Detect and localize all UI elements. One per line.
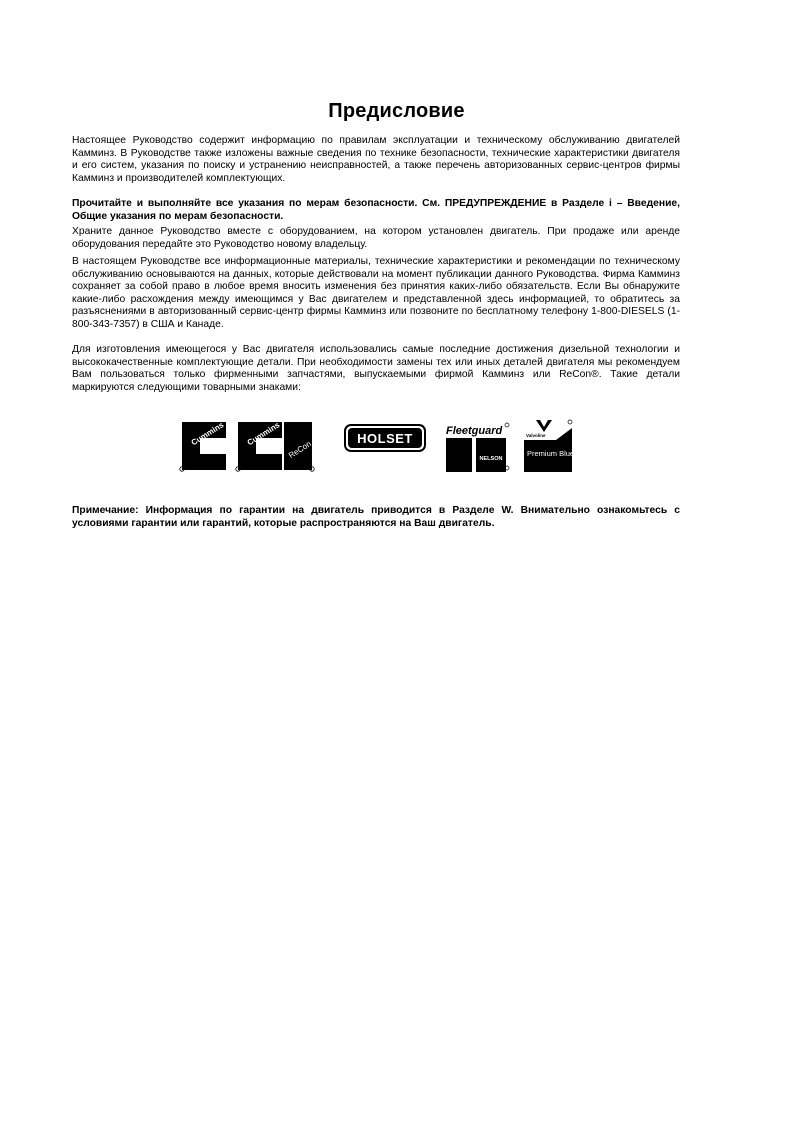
valvoline-text: Valvoline: [526, 433, 546, 438]
cummins-logo: [178, 418, 230, 474]
warranty-note: Примечание: Информация по гарантии на двигатель приводится в Разделе W. Внимательно ознакомьтесь с условиями гарантии или гарантий, которые распространяются на Ваш двигатель.: [72, 505, 680, 529]
safety-paragraph: Прочитайте и выполняйте все указания по мерам безопасности. См. ПРЕДУПРЕЖДЕНИЕ в Разделе i – Введение, Общие указания по мерам безопасности.: [72, 198, 680, 222]
trademark-logos: [178, 418, 578, 474]
intro-paragraph: Настоящее Руководство содержит информацию по правилам эксплуатации и техническому обслуживанию двигателей Камминз. В Руководстве также изложены важные сведения по технике безопасности, технические характеристики двигателя и его систем, указания по поиску и устранению неисправностей, а также перечень авторизованных сервис-центров фирмы Камминз и производителей комплектующих.: [72, 135, 680, 184]
cummins-recon-logo: [234, 418, 316, 474]
holset-text: HOLSET: [357, 431, 413, 446]
premium-blue-text: Premium Blue: [527, 449, 575, 458]
disclaimer-paragraph: В настоящем Руководстве все информационные материалы, технические характеристики и рекомендации по техническому обслуживанию основываются на данных, которые действовали на момент публикации данного Руководства. Фирма Камминз сохраняет за собой право в любое время вносить изменения без принятия каких-либо обязательств. Если Вы обнаружите какие-либо расхождения между имеющимся у Вас двигателем и представленной здесь информацией, то обратитесь за разъяснениями в авторизованный сервис-центр фирмы Камминз или позвоните по бесплатному телефону 1-800-DIESELS (1-800-343-7357) в США и Канаде.: [72, 256, 680, 330]
recon-text: ReCon: [286, 439, 313, 461]
fleetguard-logo: [444, 420, 510, 474]
holset-logo: [344, 424, 428, 454]
page-title: Предисловие: [328, 100, 465, 122]
fleetguard-text: Fleetguard: [446, 425, 503, 437]
recon-cummins-text: Cummins: [245, 420, 282, 448]
storage-paragraph: Храните данное Руководство вместе с оборудованием, на котором установлен двигатель. При продаже или аренде оборудования передайте это Руководство новому владельцу.: [72, 226, 680, 250]
parts-paragraph: Для изготовления имеющегося у Вас двигателя использовались самые последние достижения дизельной технологии и высококачественные комплектующие детали. При необходимости замены тех или иных деталей двигателя мы рекомендуем Вам пользоваться только фирменными запчастями, выпускаемыми фирмой Камминз или ReCon®. Такие детали маркируются следующими товарными знаками:: [72, 344, 680, 393]
nelson-text: NELSON: [479, 456, 503, 462]
premium-blue-logo: [522, 418, 576, 474]
cummins-logo-text: Cummins: [189, 420, 226, 448]
